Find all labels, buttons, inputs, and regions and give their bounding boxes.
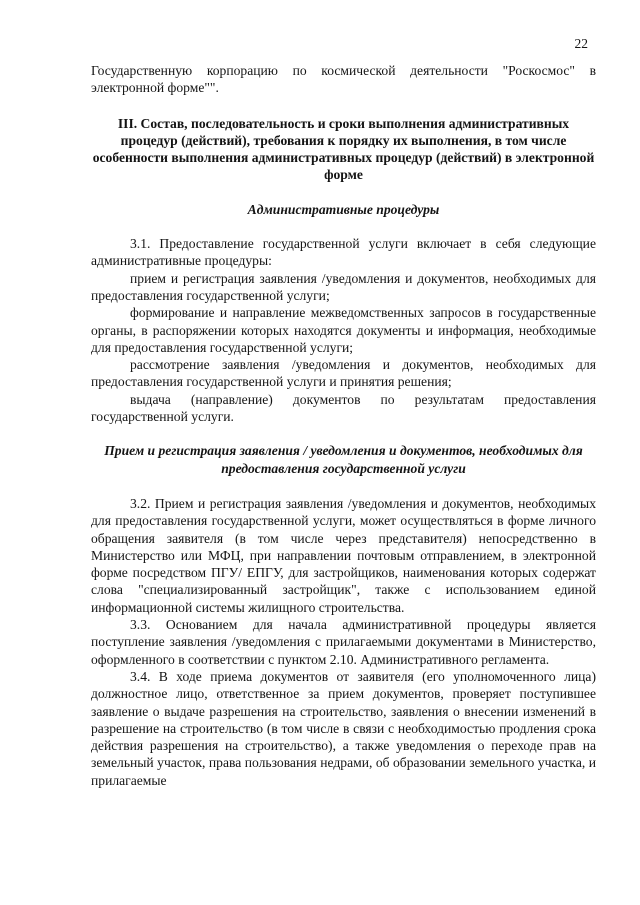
subsection-heading: Прием и регистрация заявления / уведомления и документов, необходимых для предоставления государственной услуги [104, 443, 583, 476]
intro-paragraph: Государственную корпорацию по космической деятельности "Роскосмос" в электронной форме"". [91, 63, 596, 96]
procedure-item: рассмотрение заявления /уведомления и документов, необходимых для предоставления государственной услуги и принятия решения; [91, 357, 596, 390]
page-number: 22 [574, 36, 588, 51]
procedure-item: формирование и направление межведомственных запросов в государственные органы, в распоряжении которых находятся документы и информация, необходимые для предоставления государственной услуги; [91, 305, 596, 355]
paragraph-3-4: 3.4. В ходе приема документов от заявителя (его уполномоченного лица) должностное лицо, ответственное за прием документов, проверяет поступившее заявление о выдаче разрешения на строительство, заявления о внесении изменений в разрешение на строительство (в том числе в связи с необходимостью продления срока действия разрешения на строительство), а также уведомления о переходе прав на земельный участок, права пользования недрами, об образовании земельного участка, и прилагаемые [91, 668, 596, 788]
page-content [91, 62, 596, 789]
paragraph-3-1: 3.1. Предоставление государственной услуги включает в себя следующие административные процедуры: [91, 236, 596, 269]
paragraph-3-2: 3.2. Прием и регистрация заявления /уведомления и документов, необходимых для предоставления государственной услуги, может осуществляться в форме личного обращения заявителя (в том числе через представителя) непосредственно в Министерство или МФЦ, при направлении почтовым отправлением, в электронной форме посредством ПГУ/ ЕПГУ, для застройщиков, наименования которых содержат слова "специализированный застройщик", также с использованием единой информационной системы жилищного строительства. [91, 495, 596, 615]
procedure-item: выдача (направление) документов по результатам предоставления государственной услуги. [91, 391, 596, 425]
section-heading: III. Состав, последовательность и сроки выполнения административных процедур (действий), требования к порядку их выполнения, в том числе особенности выполнения административных процедур (действий) в электронной форме [92, 115, 595, 183]
section-subheading: Административные процедуры [247, 201, 440, 217]
paragraph-3-3: 3.3. Основанием для начала административной процедуры является поступление заявления /уведомления с прилагаемыми документами в Министерство, оформленного в соответствии с пунктом 2.10. Административного регламента. [91, 617, 596, 667]
procedure-item: прием и регистрация заявления /уведомления и документов, необходимых для предоставления государственной услуги; [91, 270, 596, 303]
